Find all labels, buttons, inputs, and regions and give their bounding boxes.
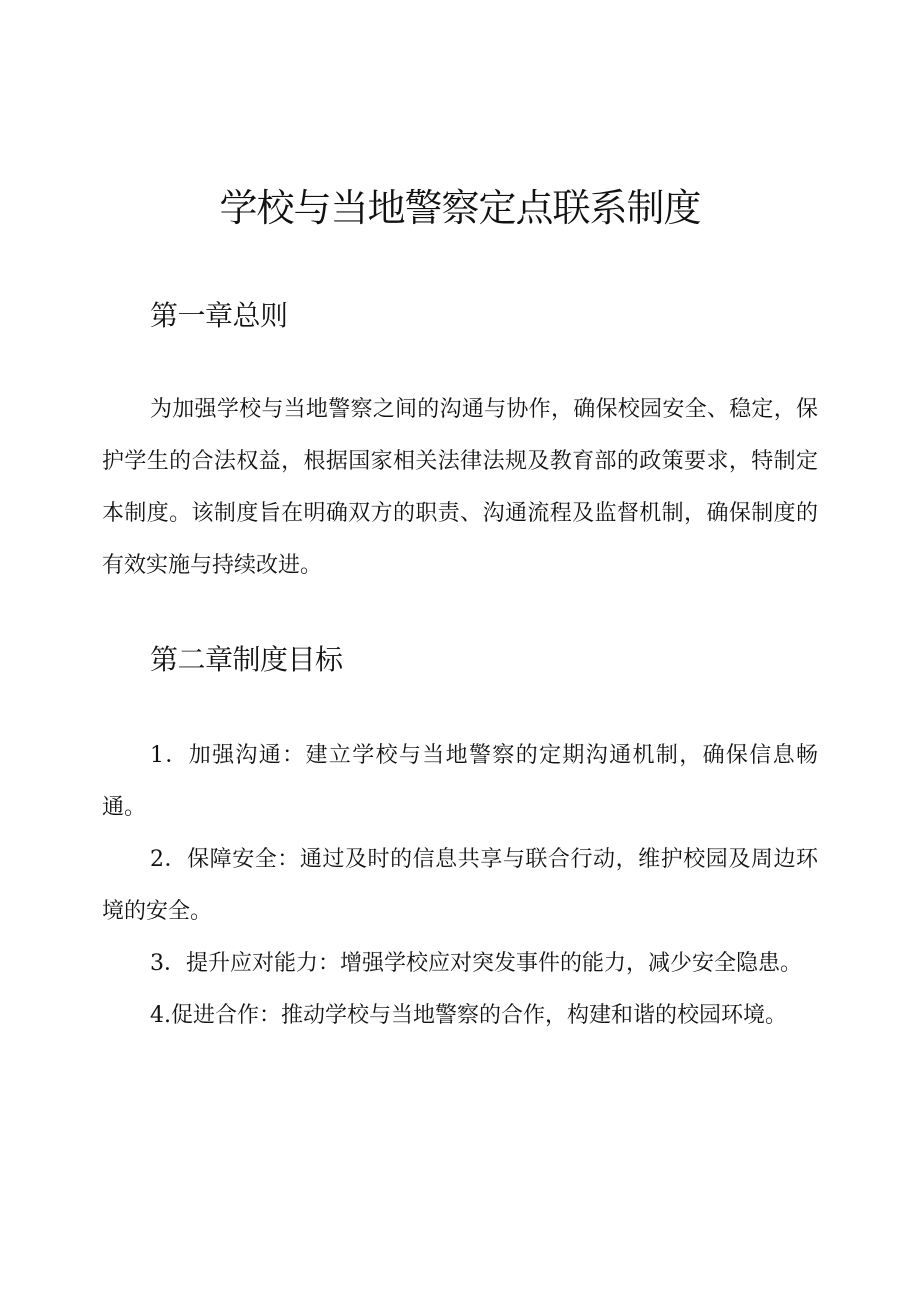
list-item: 2．保障安全：通过及时的信息共享与联合行动，维护校园及周边环境的安全。 xyxy=(102,847,818,924)
list-item: 4.促进合作：推动学校与当地警察的合作，构建和谐的校园环境。 xyxy=(150,1003,787,1028)
list-item: 1．加强沟通：建立学校与当地警察的定期沟通机制，确保信息畅通。 xyxy=(102,743,818,820)
objectives-list xyxy=(102,730,818,1042)
chapter-1-heading: 第一章总则 xyxy=(150,299,288,332)
chapter-2-heading: 第二章制度目标 xyxy=(150,643,343,676)
chapter-1-paragraph: 为加强学校与当地警察之间的沟通与协作，确保校园安全、稳定，保护学生的合法权益，根据国家相关法律法规及教育部的政策要求，特制定本制度。该制度旨在明确双方的职责、沟通流程及监督机制，确保制度的有效实施与持续改进。 xyxy=(102,397,818,578)
document-title: 学校与当地警察定点联系制度 xyxy=(219,186,701,230)
list-item: 3．提升应对能力：增强学校应对突发事件的能力，减少安全隐患。 xyxy=(150,951,802,976)
